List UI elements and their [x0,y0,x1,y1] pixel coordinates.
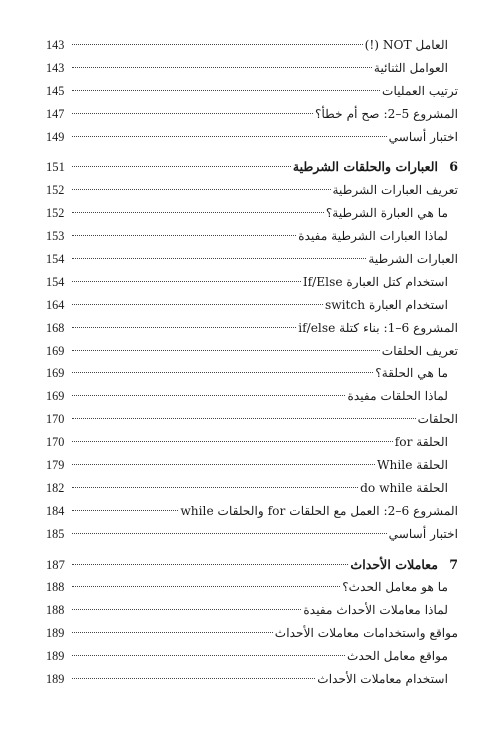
dot-leader [72,533,387,534]
dot-leader [72,235,296,236]
toc-entry [46,202,458,225]
dot-leader [72,678,315,679]
toc-entry [46,248,458,271]
toc-entry [46,500,458,523]
toc-page-number: 149 [46,129,65,144]
toc-page-number: 179 [46,458,65,473]
toc-page-number: 187 [46,557,65,572]
toc-entry-title: اختبار أساسي [388,129,458,144]
toc-page-number: 143 [46,38,65,52]
toc-entry-title: ما هو معامل الحدث؟ [342,580,448,595]
toc-page-number: 153 [46,229,65,244]
toc-entry [46,179,458,202]
toc-entry [46,431,458,454]
toc-entry-title: الحلقة for [394,435,448,450]
toc-entry-title: مواقع معامل الحدث [347,649,448,664]
toc-entry-title: استخدام كتل العبارة If/Else [302,274,448,289]
dot-leader [72,395,345,396]
toc-entry [46,385,458,408]
toc-entry [46,454,458,477]
dot-leader [72,609,301,610]
toc-page-number: 185 [46,526,65,541]
toc-entry [46,523,458,546]
toc-page-number: 184 [46,503,65,518]
toc-page-number: 189 [46,649,65,664]
toc-entry-title: المشروع 6–1: بناء كتلة if/else [298,320,458,335]
toc-entry-title: ما هي الحلقة؟ [375,366,448,381]
toc-page-number: 154 [46,274,65,289]
toc-entry [46,340,458,363]
dot-leader [72,350,380,351]
toc-entry-title: لماذا الحلقات مفيدة [347,389,448,404]
toc-entry [46,668,458,691]
dot-leader [72,372,373,373]
toc-entry [46,645,458,668]
toc-entry [46,34,458,57]
dot-leader [72,655,345,656]
toc-entry [46,317,458,340]
toc-entry [46,477,458,500]
dot-leader [72,441,393,442]
toc-entry [46,126,458,149]
dot-leader [72,464,375,465]
toc-entry-title: ترتيب العمليات [382,83,458,98]
toc-entry [46,225,458,248]
toc-entry-title: الحلقة While [377,458,448,473]
toc-page-number: 168 [46,320,65,335]
dot-leader [72,90,380,91]
toc-entry-title: الحلقة do while [360,480,448,495]
toc-page-number: 169 [46,366,65,381]
toc-page-number: 164 [46,297,65,312]
toc-page-number: 152 [46,183,65,198]
dot-leader [72,67,372,68]
toc-page-number: 170 [46,435,65,450]
toc-entry [46,294,458,317]
toc-page-number: 143 [46,60,65,75]
toc-page-number: 152 [46,206,65,221]
toc-page-number: 151 [46,160,65,175]
dot-leader [72,586,340,587]
toc-page-number: 154 [46,252,65,267]
toc-page-number: 182 [46,480,65,495]
dot-leader [72,258,366,259]
chapter-number: 7 [449,556,458,572]
toc-entry [46,599,458,622]
toc-entry-title: مواقع واستخدامات معاملات الأحداث [274,626,458,641]
toc-page-number: 170 [46,412,65,427]
toc-entry [46,80,458,103]
toc-entry [46,576,458,599]
toc-page-number: 188 [46,580,65,595]
toc-entry-title: العوامل الثنائية [373,60,448,75]
toc-entry-title: تعريف الحلقات [381,343,458,358]
toc-entry [46,57,458,80]
dot-leader [72,304,323,305]
toc-chapter-heading [46,554,458,577]
toc-entry [46,103,458,126]
toc-entry-title: اختبار أساسي [388,526,458,541]
toc-entry-title: استخدام العبارة switch [324,297,448,312]
toc-page-number: 188 [46,603,65,618]
dot-leader [72,136,387,137]
dot-leader [72,564,348,565]
toc-entry-title: العامل NOT (!) [364,38,448,52]
toc-entry-title: المشروع 5–2: صح أم خطأ؟ [315,106,458,121]
toc-entry [46,408,458,431]
toc-page-number: 169 [46,343,65,358]
toc-page-number: 169 [46,389,65,404]
toc-entry-title: استخدام معاملات الأحداث [317,672,448,687]
dot-leader [72,189,331,190]
table-of-contents [46,34,458,691]
toc-page-number: 189 [46,626,65,641]
dot-leader [72,281,301,282]
toc-entry-title: الحلقات [417,412,458,427]
dot-leader [72,510,178,511]
dot-leader [72,212,324,213]
dot-leader [72,418,416,419]
toc-entry-title: تعريف العبارات الشرطية [332,183,458,198]
toc-entry-title: معاملات الأحداث [350,556,438,572]
toc-entry-title: لماذا العبارات الشرطية مفيدة [298,229,448,244]
toc-page-number: 189 [46,672,65,687]
toc-entry-title: العبارات والحلقات الشرطية [292,159,438,175]
toc-entry-title: ما هي العبارة الشرطية؟ [325,206,448,221]
toc-entry-title: المشروع 6–2: العمل مع الحلقات for والحلقات while [180,503,458,518]
toc-page-number: 147 [46,106,65,121]
toc-entry [46,622,458,645]
chapter-number: 6 [449,159,458,175]
dot-leader [72,327,296,328]
dot-leader [72,487,358,488]
toc-chapter-heading [46,156,458,179]
toc-page-number: 145 [46,83,65,98]
toc-entry-title: العبارات الشرطية [368,252,458,267]
dot-leader [72,113,313,114]
dot-leader [72,632,273,633]
dot-leader [72,44,363,45]
toc-entry [46,362,458,385]
dot-leader [72,166,291,167]
toc-entry-title: لماذا معاملات الأحداث مفيدة [303,603,448,618]
toc-entry [46,271,458,294]
